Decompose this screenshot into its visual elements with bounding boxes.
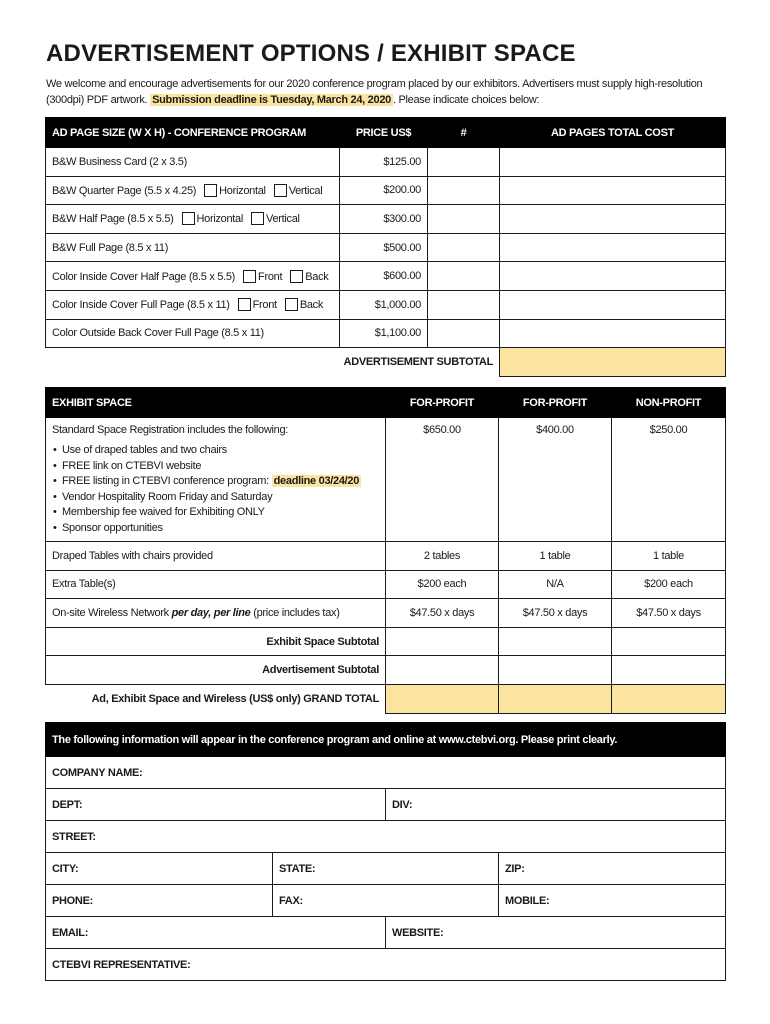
ad-total-field[interactable]	[500, 319, 726, 348]
ad-size-cell	[46, 262, 340, 291]
list-item-text: Membership fee waived for Exhibiting ONLY	[62, 506, 265, 518]
ad-price: $125.00	[340, 148, 428, 177]
checkbox-label: Front	[252, 299, 277, 312]
ad-size-label: Color Inside Cover Half Page (8.5 x 5.5)	[52, 270, 236, 283]
list-item	[52, 443, 379, 459]
col-non-profit: NON-PROFIT	[612, 388, 726, 418]
col-for-profit-2: FOR-PROFIT	[499, 388, 612, 418]
mobile-field[interactable]: MOBILE:	[499, 885, 726, 917]
exhibit-table-header	[46, 388, 726, 418]
exhibit-row-value[interactable]: $200 each	[612, 570, 726, 599]
dept-field[interactable]: DEPT:	[46, 789, 386, 821]
exhibit-subtotal-field-3[interactable]	[612, 627, 726, 656]
list-item	[52, 505, 379, 521]
ad-size-cell	[46, 205, 340, 234]
checkbox-label: Front	[258, 270, 283, 283]
advertisement-subtotal-label: Advertisement Subtotal	[46, 656, 386, 685]
div-field[interactable]: DIV:	[386, 789, 726, 821]
company-name-field[interactable]: COMPANY NAME:	[46, 757, 726, 789]
grand-total-field-1[interactable]	[386, 684, 499, 713]
website-field[interactable]: WEBSITE:	[386, 917, 726, 949]
col-for-profit-1: FOR-PROFIT	[386, 388, 499, 418]
intro-text-before: We welcome and encourage advertisements for our 2020 conference program placed by our exhibitors. Advertisers must supply high-resolution (300dpi) PDF artwork.	[46, 78, 703, 106]
ad-size-cell	[46, 233, 340, 262]
ad-subtotal-field[interactable]	[500, 348, 726, 377]
ad-quantity-field[interactable]	[428, 233, 500, 262]
checkbox-label: Horizontal	[196, 213, 244, 226]
submission-deadline: Submission deadline is Tuesday, March 24, 2020	[152, 94, 391, 106]
city-field[interactable]: CITY:	[46, 853, 273, 885]
ad-total-field[interactable]	[500, 262, 726, 291]
ad-total-field[interactable]	[500, 148, 726, 177]
exhibit-rows	[46, 542, 726, 599]
wireless-label	[46, 599, 386, 628]
exhibit-row-label: Draped Tables with chairs provided	[46, 542, 386, 571]
ad-table-header	[46, 118, 726, 148]
col-exhibit-space: EXHIBIT SPACE	[46, 388, 386, 418]
list-item	[52, 521, 379, 537]
exhibit-ad-subtotal-row	[46, 656, 726, 685]
ad-rows	[46, 148, 726, 348]
ad-size-cell	[46, 290, 340, 319]
wireless-suffix: (price includes tax)	[250, 606, 340, 619]
checkbox[interactable]	[243, 270, 256, 283]
exhibit-subtotal-label: Exhibit Space Subtotal	[46, 627, 386, 656]
grand-total-field-2[interactable]	[499, 684, 612, 713]
list-item	[52, 474, 379, 490]
exhibit-subtotal-field-2[interactable]	[499, 627, 612, 656]
exhibit-row-value[interactable]: 2 tables	[386, 542, 499, 571]
ad-quantity-field[interactable]	[428, 262, 500, 291]
ad-size-label: B&W Business Card (2 x 3.5)	[52, 155, 187, 168]
wireless-for-profit-2[interactable]: $47.50 x days	[499, 599, 612, 628]
standard-price-non-profit[interactable]: $250.00	[612, 418, 726, 542]
phone-field[interactable]: PHONE:	[46, 885, 273, 917]
grand-total-label: Ad, Exhibit Space and Wireless (US$ only) GRAND TOTAL	[91, 693, 379, 706]
exhibit-row	[46, 542, 726, 571]
intro-text-after: . Please indicate choices below:	[392, 94, 540, 106]
exhibit-row-value[interactable]: $200 each	[386, 570, 499, 599]
wireless-prefix: On-site Wireless Network	[52, 606, 172, 619]
standard-registration-list	[52, 443, 379, 536]
ad-row	[46, 205, 726, 234]
wireless-non-profit[interactable]: $47.50 x days	[612, 599, 726, 628]
checkbox-label: Back	[305, 270, 329, 283]
standard-registration-row	[46, 418, 726, 542]
ad-size-cell	[46, 148, 340, 177]
exhibit-subtotal-row	[46, 627, 726, 656]
checkbox-label: Vertical	[288, 184, 323, 197]
list-item-text: Sponsor opportunities	[62, 521, 163, 534]
list-item-text: FREE link on CTEBVI website	[62, 459, 202, 472]
exhibit-row-value[interactable]: N/A	[499, 570, 612, 599]
list-item	[52, 459, 379, 475]
col-price: PRICE US$	[340, 118, 428, 148]
standard-registration-cell	[46, 418, 386, 542]
ad-size-cell	[46, 176, 340, 205]
fax-field[interactable]: FAX:	[273, 885, 499, 917]
checkbox[interactable]	[274, 184, 287, 197]
ad-size-label: B&W Half Page (8.5 x 5.5)	[52, 213, 174, 226]
zip-field[interactable]: ZIP:	[499, 853, 726, 885]
contact-info-table	[45, 722, 726, 981]
exhibit-row	[46, 570, 726, 599]
ad-subtotal-label: ADVERTISEMENT SUBTOTAL	[343, 356, 493, 369]
ad-quantity-field[interactable]	[428, 205, 500, 234]
ad-total-field[interactable]	[500, 233, 726, 262]
ad-total-field[interactable]	[500, 176, 726, 205]
wireless-for-profit-1[interactable]: $47.50 x days	[386, 599, 499, 628]
list-item	[52, 490, 379, 506]
ad-quantity-field[interactable]	[428, 176, 500, 205]
standard-price-for-profit-2[interactable]: $400.00	[499, 418, 612, 542]
ad-row	[46, 176, 726, 205]
list-item-text: FREE listing in CTEBVI conference program:	[62, 475, 269, 487]
ad-price: $200.00	[340, 176, 428, 205]
ad-quantity-field[interactable]	[428, 319, 500, 348]
exhibit-row-value[interactable]: 1 table	[612, 542, 726, 571]
ad-price: $600.00	[340, 262, 428, 291]
list-item-text: Vendor Hospitality Room Friday and Saturday	[62, 490, 273, 503]
col-ad-page-size: AD PAGE SIZE (W X H) - CONFERENCE PROGRAM	[46, 118, 340, 148]
checkbox[interactable]	[238, 298, 251, 311]
email-field[interactable]: EMAIL:	[46, 917, 386, 949]
ad-quantity-field[interactable]	[428, 148, 500, 177]
exhibit-row-label: Extra Table(s)	[46, 570, 386, 599]
ad-subtotal-row	[46, 348, 726, 377]
ad-row	[46, 290, 726, 319]
state-field[interactable]: STATE:	[273, 853, 499, 885]
listing-deadline: deadline 03/24/20	[273, 475, 360, 487]
ad-price: $1,100.00	[340, 319, 428, 348]
contact-info-header: The following information will appear in the conference program and online at www.ctebvi.org. Please print clearly.	[46, 723, 726, 757]
checkbox-label: Back	[299, 299, 324, 312]
page-title: ADVERTISEMENT OPTIONS / EXHIBIT SPACE	[46, 40, 576, 67]
col-total-cost: AD PAGES TOTAL COST	[500, 118, 726, 148]
ad-total-field[interactable]	[500, 205, 726, 234]
col-quantity: #	[428, 118, 500, 148]
ad-quantity-field[interactable]	[428, 290, 500, 319]
checkbox-label: Horizontal	[219, 184, 266, 197]
ad-price: $300.00	[340, 205, 428, 234]
checkbox[interactable]	[182, 212, 195, 225]
ad-size-label: Color Outside Back Cover Full Page (8.5 x 11)	[52, 327, 264, 340]
ad-size-label: B&W Full Page (8.5 x 11)	[52, 241, 169, 254]
ad-row	[46, 319, 726, 348]
ad-subtotal-field-2[interactable]	[499, 656, 612, 685]
ad-row	[46, 148, 726, 177]
ad-total-field[interactable]	[500, 290, 726, 319]
ad-size-label: Color Inside Cover Full Page (8.5 x 11)	[52, 299, 230, 312]
wireless-row	[46, 599, 726, 628]
standard-registration-label: Standard Space Registration includes the following:	[52, 424, 289, 436]
ad-price: $1,000.00	[340, 290, 428, 319]
checkbox[interactable]	[251, 212, 264, 225]
ad-row	[46, 233, 726, 262]
checkbox[interactable]	[285, 298, 298, 311]
ad-price: $500.00	[340, 233, 428, 262]
ad-options-table	[45, 117, 726, 377]
exhibit-subtotal-field-1[interactable]	[386, 627, 499, 656]
exhibit-space-table	[45, 387, 726, 714]
intro-text	[46, 76, 736, 108]
street-field[interactable]: STREET:	[46, 821, 726, 853]
checkbox[interactable]	[290, 270, 303, 283]
wireless-emphasis: per day, per line	[171, 606, 251, 619]
ad-subtotal-field-3[interactable]	[612, 656, 726, 685]
grand-total-field-3[interactable]	[612, 684, 726, 713]
ad-subtotal-field-1[interactable]	[386, 656, 499, 685]
ad-size-label: B&W Quarter Page (5.5 x 4.25)	[52, 184, 197, 197]
checkbox-label: Vertical	[266, 213, 300, 226]
ad-size-cell	[46, 319, 340, 348]
checkbox[interactable]	[204, 184, 217, 197]
standard-price-for-profit-1[interactable]: $650.00	[386, 418, 499, 542]
exhibit-row-value[interactable]: 1 table	[499, 542, 612, 571]
list-item-text: Use of draped tables and two chairs	[62, 444, 227, 456]
ad-row	[46, 262, 726, 291]
ctebvi-representative-field[interactable]: CTEBVI REPRESENTATIVE:	[46, 949, 726, 981]
grand-total-row	[46, 684, 726, 713]
